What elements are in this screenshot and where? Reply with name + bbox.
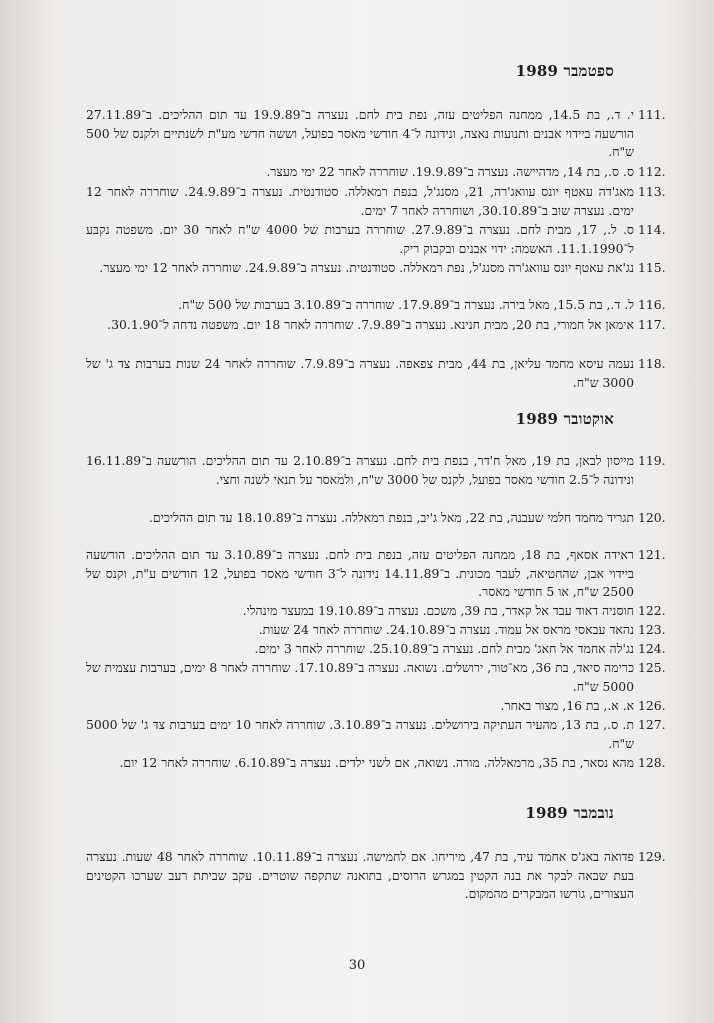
list-item (86, 848, 666, 904)
entry-text: מהא נסאר, בת 35, מרמאללה. מורה. נשואה, אם לשני ילדים. נעצרה ב־6.10.89. שוחררה לאחר 12 יום. (119, 755, 634, 770)
list-item (86, 602, 666, 621)
entry-text: תגריד מחמד חלמי שעבנה, בת 22, מאל ג'יב, בנפת רמאללה. נעצרה ב־18.10.89 עד תום ההליכים. (148, 510, 634, 525)
list-item (86, 546, 666, 602)
list-item (86, 509, 666, 528)
page-number: 30 (348, 958, 366, 973)
section-heading-september: ספטמבר 1989 (515, 62, 614, 80)
section-heading-october: אוקטובר 1989 (515, 410, 614, 428)
entry-number: 115. (638, 260, 666, 275)
entry-number: 116. (638, 297, 666, 312)
list-item (86, 106, 666, 162)
entry-text: מאג'דה עאטף יונס עוואג'רה, 21, מסנג'ל, בנפת רמאללה. סטודנטית. נעצרה ב־24.9.89. שוחררה לאחר 12 ימים. נעצרה שוב ב־30.10.89, ושוחררה לאחר 7 ימים. (86, 184, 634, 218)
entry-text: פדואה באג'ס אחמד עיד, בת 47, מיריחו. אם לחמישה. נעצרה ב־10.11.89. שוחררה לאחר 48 שעות. נעצרה בעת שבאה לבקר את בנה הקטין במגרש הרוסים, בתואנה שתקפה שוטרים. עקב שביתת רעב שערכו הקטינים העצורים, גורשו המבקרים מהמקום. (86, 849, 635, 902)
list-item (86, 316, 666, 335)
list-item (86, 259, 666, 278)
entry-number: 120. (638, 510, 666, 525)
entry-number: 113. (638, 184, 666, 199)
entry-number: 118. (638, 356, 666, 371)
list-item (86, 697, 666, 716)
entry-number: 117. (638, 317, 666, 332)
list-item (86, 221, 666, 258)
list-item (86, 355, 666, 392)
entry-number: 127. (638, 717, 666, 732)
entry-number: 128. (638, 755, 666, 770)
entry-text: ס. ל., 17, מבית לחם. נעצרה ב־27.9.89. שוחררה בערבות של 4000 ש"ח לאחר 30 יום. משפטה נקבע ל־11.1.1990. האשמה: ידוי אבנים ובקבוק ריק. (86, 222, 634, 256)
list-item (86, 163, 666, 182)
entry-number: 121. (638, 547, 666, 562)
entry-text: נג'לה אחמד אל חאג' מבית לחם. נעצרה ב־25.10.89. שוחררה לאחר 3 ימים. (254, 641, 634, 656)
entry-number: 114. (638, 222, 666, 237)
entry-text: כרימה סיאד, בת 36, מא־טור, ירושלים. נשואה. נעצרה ב־17.10.89. שוחררה לאחר 8 ימים, בערבות עצמית של 5000 ש"ח. (86, 660, 635, 694)
list-item (86, 640, 666, 659)
entry-text: נג'את עאטף יונס עוואג'רה מסנג'ל, נפת רמאללה. סטודנטית. נעצרה ב־24.9.89. שוחררה לאחר 12 ימי מעצר. (99, 260, 634, 275)
entry-text: נעמה עיסא מחמד עליאן, בת 44, מבית צפאפה. נעצרה ב־7.9.89. שוחררה לאחר 24 שנות בערבות צד ג' של 3000 ש"ח. (86, 356, 634, 390)
entry-text: נהאד עבאסי מראס אל עמוד. נעצרה ב־24.10.89. שוחררה לאחר 24 שעות. (258, 622, 634, 637)
list-item (86, 621, 666, 640)
entry-text: מייסון לבאן, בת 19, מאל ח'דר, בנפת בית לחם. נעצרה ב־2.10.89 עד תום ההליכים. הורשעה ב־16.11.89 ונידונה ל־2.5 חודשי מאסר בפועל, לקנס של 3000 ש"ח, ולמאסר על תנאי לשנה וחצי. (86, 453, 634, 487)
entry-text: ת. ס., בת 13, מהעיר העתיקה בירושלים. נעצרה ב־3.10.89. שוחררה לאחר 10 ימים בערבות צד ג' של 5000 ש"ח. (86, 717, 635, 751)
entry-number: 122. (638, 603, 666, 618)
entry-number: 125. (638, 660, 666, 675)
entry-text: ס. ס., בת 14, מדהיישה. נעצרה ב־19.9.89. שוחררה לאחר 22 ימי מעצר. (266, 164, 634, 179)
list-item (86, 659, 666, 696)
entry-number: 124. (638, 641, 666, 656)
list-item (86, 716, 666, 753)
entry-number: 129. (638, 849, 666, 864)
entry-text: י. ד., בת 14.5, ממחנה הפליטים עזה, נפת בית לחם. נעצרה ב־19.9.89 עד תום ההליכים. ב־27.11.89 הורשעה ביידוי אבנים ותנועות נאצה, ונידונה ל־4 חודשי מאסר בפועל, וששה חדשי מע"ת לשנתיים ולקנס של 500 ש"ח. (86, 107, 634, 160)
section-heading-november: נובמבר 1989 (525, 804, 614, 822)
entry-number: 123. (638, 622, 666, 637)
entry-text: אימאן אל חמורי, בת 20, מבית חנינא. נעצרה ב־7.9.89. שוחררה לאחר 18 יום. משפטה נדחה ל־30.1.90. (107, 317, 634, 332)
list-item (86, 452, 666, 489)
list-item (86, 183, 666, 220)
entry-text: ראידה אסאף, בת 18, ממחנה הפליטים עזה, בנפת בית לחם. נעצרה ב־3.10.89 עד תום ההליכים. הורשעה ביידוי אבן, שהחטיאה, לעבר מכונית. ב־14.11.89 נידונה ל־3 חודשי מאסר בפועל, 12 חודשים ע"ת, וקנס של 2500 ש"ח, או 5 חודשי מאסר. (86, 547, 635, 600)
entry-text: ל. ד., בת 15.5, מאל בירה. נעצרה ב־17.9.89. שוחררה ב־3.10.89 בערבות של 500 ש"ח. (178, 297, 634, 312)
entry-number: 111. (638, 107, 666, 122)
list-item (86, 296, 666, 315)
entry-text: חוסניה דאוד עבד אל קאדר, בת 39, משכם. נעצרה ב־19.10.89 במעצר מינהלי. (242, 603, 634, 618)
entry-text: א. א., בת 16, מצור באחר. (500, 698, 634, 713)
entry-number: 112. (638, 164, 666, 179)
entry-number: 126. (638, 698, 666, 713)
list-item (86, 754, 666, 773)
entry-number: 119. (638, 453, 666, 468)
